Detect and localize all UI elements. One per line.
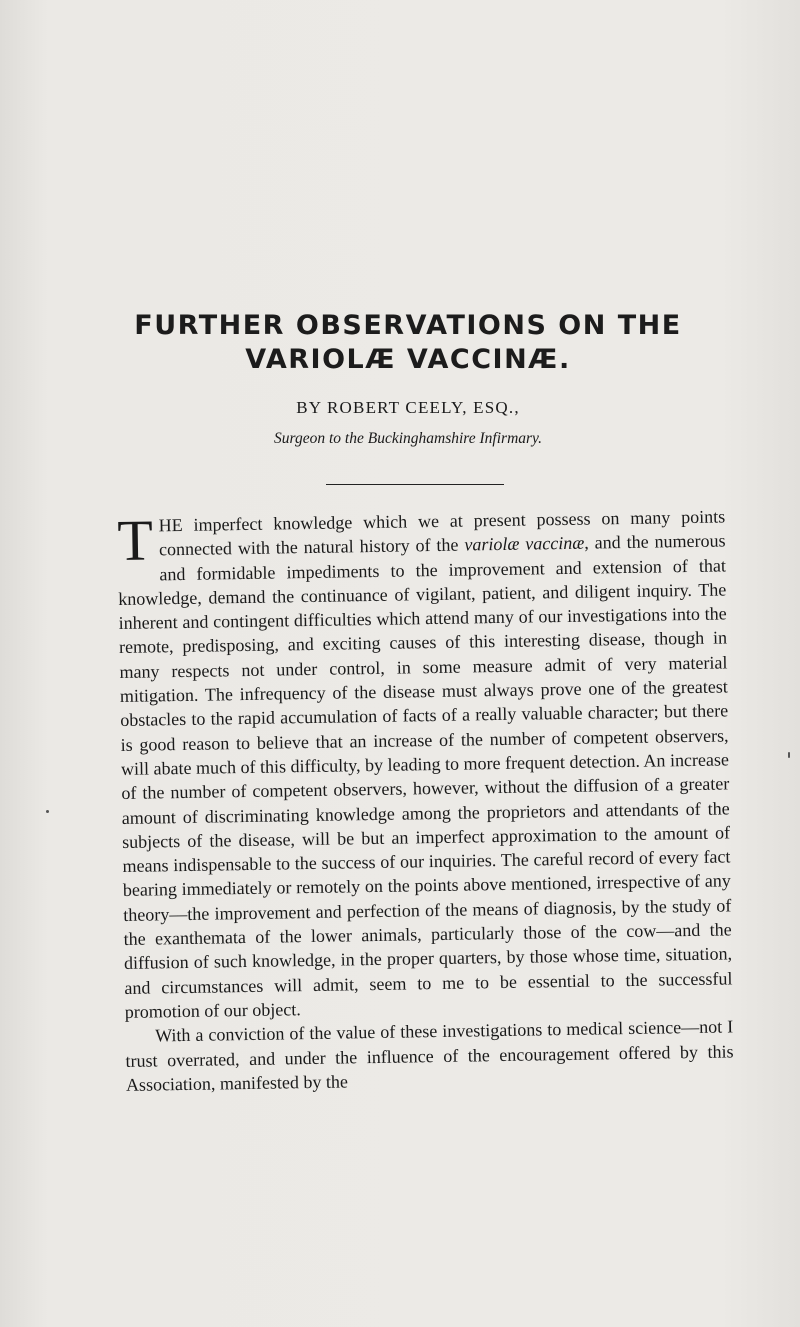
paragraph-2: With a conviction of the value of these investigations to medical science—not I trust overrated, and under the influence of the encouragement offered by this Association, manifested by the: [125, 1016, 734, 1095]
title-rule-divider: [326, 484, 504, 485]
paragraph-1: [117, 504, 733, 1024]
page-speck: [788, 752, 790, 758]
article-body: [117, 504, 734, 1097]
article-title-line-2: VARIOLÆ VACCINÆ.: [245, 344, 571, 375]
drop-cap: T: [116, 507, 154, 573]
paragraph-1-lead: HE imperfect knowledge which we at present possess on many points connected with the natural history of the: [158, 506, 726, 560]
paragraph-1-italic-term: variolæ vaccinæ: [464, 532, 585, 555]
page-speck: [46, 810, 49, 813]
paragraph-1-rest: , and the numerous and formidable impediments to the improvement and extension of that knowledge, demand the continuance of vigilant, patient, and diligent inquiry. The inherent and contingent difficulties which attend many of our investigations into the remote, predisposing, and exciting causes of this interesting disease, though in many respects not under control, in some measure admit of very material mitigation. The infrequency of the disease must always prove one of the greatest obstacles to the rapid accumulation of facts of a really valuable character; but there is good reason to believe that an increase of the number of competent observers, will abate much of this difficulty, by leading to more frequent detection. An increase of the number of competent observers, however, without the diffusion of a greater amount of discriminating knowledge among the proprietors and attendants of the subjects of the disease, will be but an imperfect approximation to the amount of means indispensable to the success of our inquiries. The careful record of every fact bearing immediately or remotely on the points above mentioned, irrespective of any theory—the improvement and perfection of the means of diagnosis, by the study of the exanthemata of the lower animals, particularly those of the cow—and the diffusion of such knowledge, in the proper quarters, by those whose time, situation, and circumstances will admit, seem to me to be essential to the successful promotion of our object.: [118, 530, 733, 1022]
article-title-line-1: FURTHER OBSERVATIONS ON THE: [134, 310, 682, 341]
author-byline: BY ROBERT CEELY, ESQ.,: [296, 398, 520, 417]
author-affiliation: Surgeon to the Buckinghamshire Infirmary.: [274, 430, 542, 447]
